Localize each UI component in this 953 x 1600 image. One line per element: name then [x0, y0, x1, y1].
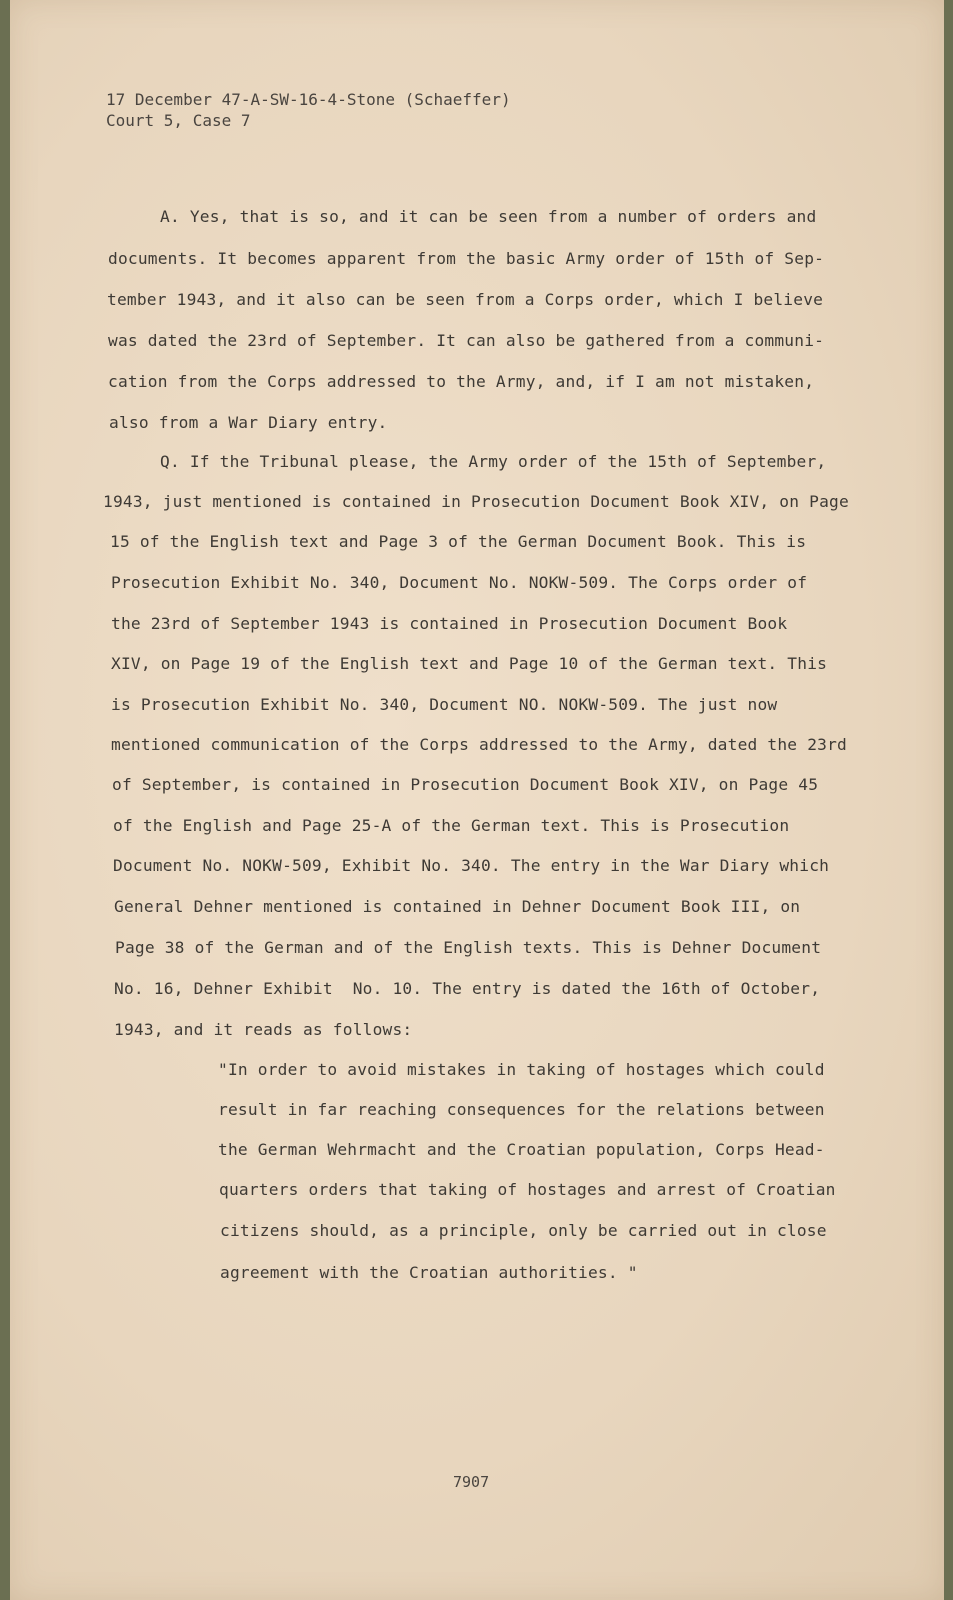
- body-line: No. 16, Dehner Exhibit No. 10. The entry is dated the 16th of October,: [114, 979, 821, 998]
- body-line: XIV, on Page 19 of the English text and Page 10 of the German text. This: [111, 654, 828, 673]
- header-court-case: Court 5, Case 7: [106, 111, 251, 130]
- body-line: Q. If the Tribunal please, the Army order of the 15th of September,: [160, 452, 827, 471]
- quote-line: the German Wehrmacht and the Croatian population, Corps Head-: [218, 1140, 825, 1159]
- body-line: the 23rd of September 1943 is contained in Prosecution Document Book: [111, 614, 788, 633]
- page-number: 7907: [453, 1473, 490, 1491]
- header-date-reference: 17 December 47-A-SW-16-4-Stone (Schaeffer): [106, 90, 511, 109]
- body-line: was dated the 23rd of September. It can also be gathered from a communi-: [108, 331, 825, 350]
- body-line: documents. It becomes apparent from the basic Army order of 15th of Sep-: [108, 249, 825, 268]
- body-line: cation from the Corps addressed to the Army, and, if I am not mistaken,: [108, 372, 815, 391]
- document-header: [106, 89, 511, 131]
- body-line: A. Yes, that is so, and it can be seen from a number of orders and: [160, 207, 817, 226]
- body-line: of the English and Page 25-A of the German text. This is Prosecution: [113, 816, 790, 835]
- body-line: 1943, and it reads as follows:: [114, 1020, 413, 1039]
- quote-line: agreement with the Croatian authorities. ": [220, 1263, 638, 1282]
- quote-line: result in far reaching consequences for the relations between: [218, 1100, 825, 1119]
- body-line: tember 1943, and it also can be seen from a Corps order, which I believe: [107, 290, 824, 309]
- document-page: [10, 0, 944, 1600]
- body-line: is Prosecution Exhibit No. 340, Document NO. NOKW-509. The just now: [111, 695, 778, 714]
- body-line: Document No. NOKW-509, Exhibit No. 340. The entry in the War Diary which: [113, 856, 830, 875]
- body-line: mentioned communication of the Corps addressed to the Army, dated the 23rd: [111, 735, 847, 754]
- body-line: 15 of the English text and Page 3 of the German Document Book. This is: [110, 532, 807, 551]
- body-line: of September, is contained in Prosecution Document Book XIV, on Page 45: [112, 775, 819, 794]
- body-line: Prosecution Exhibit No. 340, Document No. NOKW-509. The Corps order of: [111, 573, 808, 592]
- body-line: Page 38 of the German and of the English texts. This is Dehner Document: [115, 938, 822, 957]
- body-line: 1943, just mentioned is contained in Prosecution Document Book XIV, on Page: [103, 492, 849, 511]
- quote-line: quarters orders that taking of hostages and arrest of Croatian: [219, 1180, 836, 1199]
- quote-line: citizens should, as a principle, only be carried out in close: [220, 1221, 827, 1240]
- body-line: also from a War Diary entry.: [109, 413, 388, 432]
- body-line: General Dehner mentioned is contained in Dehner Document Book III, on: [114, 897, 801, 916]
- quote-line: "In order to avoid mistakes in taking of hostages which could: [218, 1060, 825, 1079]
